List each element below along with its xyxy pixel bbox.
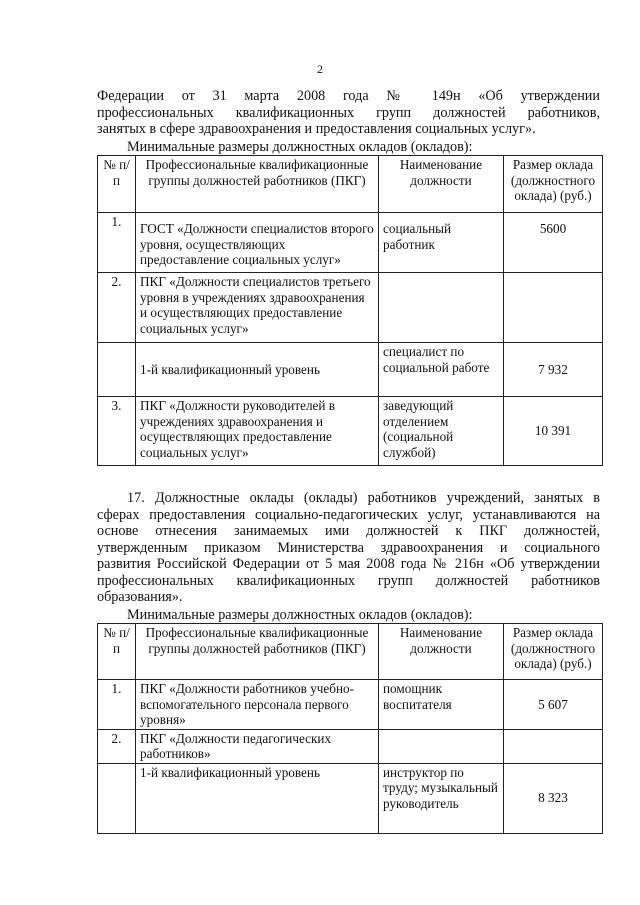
header-position: Наименование должности	[379, 624, 504, 680]
row-group: ГОСТ «Должности специалистов второго уровня, осуществляющих предоставление социальных услуг»	[136, 213, 379, 273]
table-row	[98, 680, 603, 730]
paragraph-line: сферах предоставления социально-педагогических услуг, устанавливаются на	[97, 506, 600, 523]
row-num: 1.	[98, 213, 136, 273]
row-salary: 7 932	[504, 343, 603, 397]
table1-header-row	[98, 156, 603, 213]
intro-line: занятых в сфере здравоохранения и предоставления социальных услуг».	[97, 121, 536, 137]
page-number: 2	[317, 62, 323, 76]
row-group: ПКГ «Должности специалистов третьего уровня в учреждениях здравоохранения и осуществляющих предоставление социальных услуг»	[136, 273, 379, 343]
row-position: заведующий отделением (социальной службой)	[379, 397, 504, 466]
header-group: Профессиональные квалификационные группы должностей работников (ПКГ)	[136, 624, 379, 680]
table-row	[98, 397, 603, 466]
row-num	[98, 343, 136, 397]
paragraph-line: основе отнесения занимаемых ими должностей к ПКГ должностей,	[97, 523, 600, 539]
row-salary	[504, 273, 603, 343]
row-salary: 8 323	[504, 763, 603, 833]
paragraph-line: утвержденным приказом Министерства здравоохранения и социального	[97, 539, 600, 556]
paragraph-line: образования».	[97, 589, 183, 605]
table-row	[98, 729, 603, 763]
row-position	[379, 273, 504, 343]
row-salary: 5 607	[504, 680, 603, 730]
row-group: 1-й квалификационный уровень	[136, 343, 379, 397]
table-row	[98, 273, 603, 343]
row-position: социальный работник	[379, 213, 504, 273]
row-salary: 10 391	[504, 397, 603, 466]
header-num: № п/п	[98, 156, 136, 213]
row-position	[379, 729, 504, 763]
row-group: ПКГ «Должности руководителей в учреждениях здравоохранения и осуществляющих предоставление социальных услуг»	[136, 397, 379, 466]
intro-paragraph	[97, 88, 600, 138]
row-num: 2.	[98, 729, 136, 763]
row-num: 3.	[98, 397, 136, 466]
header-num: № п/п	[98, 624, 136, 680]
row-group: ПКГ «Должности педагогических работников»	[136, 729, 379, 763]
header-salary: Размер оклада (должностного оклада) (руб.)	[504, 624, 603, 680]
header-position: Наименование должности	[379, 156, 504, 213]
table1-caption: Минимальные размеры должностных окладов (окладов):	[127, 139, 473, 155]
table1	[97, 155, 603, 466]
row-num	[98, 763, 136, 833]
paragraph-17	[97, 490, 600, 606]
intro-line: профессиональных квалификационных групп должностей работников,	[97, 104, 600, 121]
row-position: инструктор по труду; музыкальный руководитель	[379, 763, 504, 833]
header-group: Профессиональные квалификационные группы должностей работников (ПКГ)	[136, 156, 379, 213]
table-row	[98, 763, 603, 833]
row-salary: 5600	[504, 213, 603, 273]
table2-header-row	[98, 624, 603, 680]
row-group: 1-й квалификационный уровень	[136, 763, 379, 833]
intro-line: Федерации от 31 марта 2008 года № 149н «Об утверждении	[97, 88, 600, 104]
table-row	[98, 343, 603, 397]
row-group: ПКГ «Должности работников учебно-вспомогательного персонала первого уровня»	[136, 680, 379, 730]
header-salary: Размер оклада (должностного оклада) (руб.)	[504, 156, 603, 213]
row-position: специалист по социальной работе	[379, 343, 504, 397]
paragraph-line: профессиональных квалификационных групп должностей работников	[97, 572, 600, 589]
row-num: 2.	[98, 273, 136, 343]
table-row	[98, 213, 603, 273]
paragraph-line: развития Российской Федерации от 5 мая 2008 года № 216н «Об утверждении	[97, 556, 600, 572]
table2-caption: Минимальные размеры должностных окладов (окладов):	[127, 607, 473, 623]
row-salary	[504, 729, 603, 763]
table2	[97, 623, 603, 834]
paragraph-line: 17. Должностные оклады (оклады) работников учреждений, занятых в	[127, 490, 600, 506]
row-position: помощник воспитателя	[379, 680, 504, 730]
row-num: 1.	[98, 680, 136, 730]
